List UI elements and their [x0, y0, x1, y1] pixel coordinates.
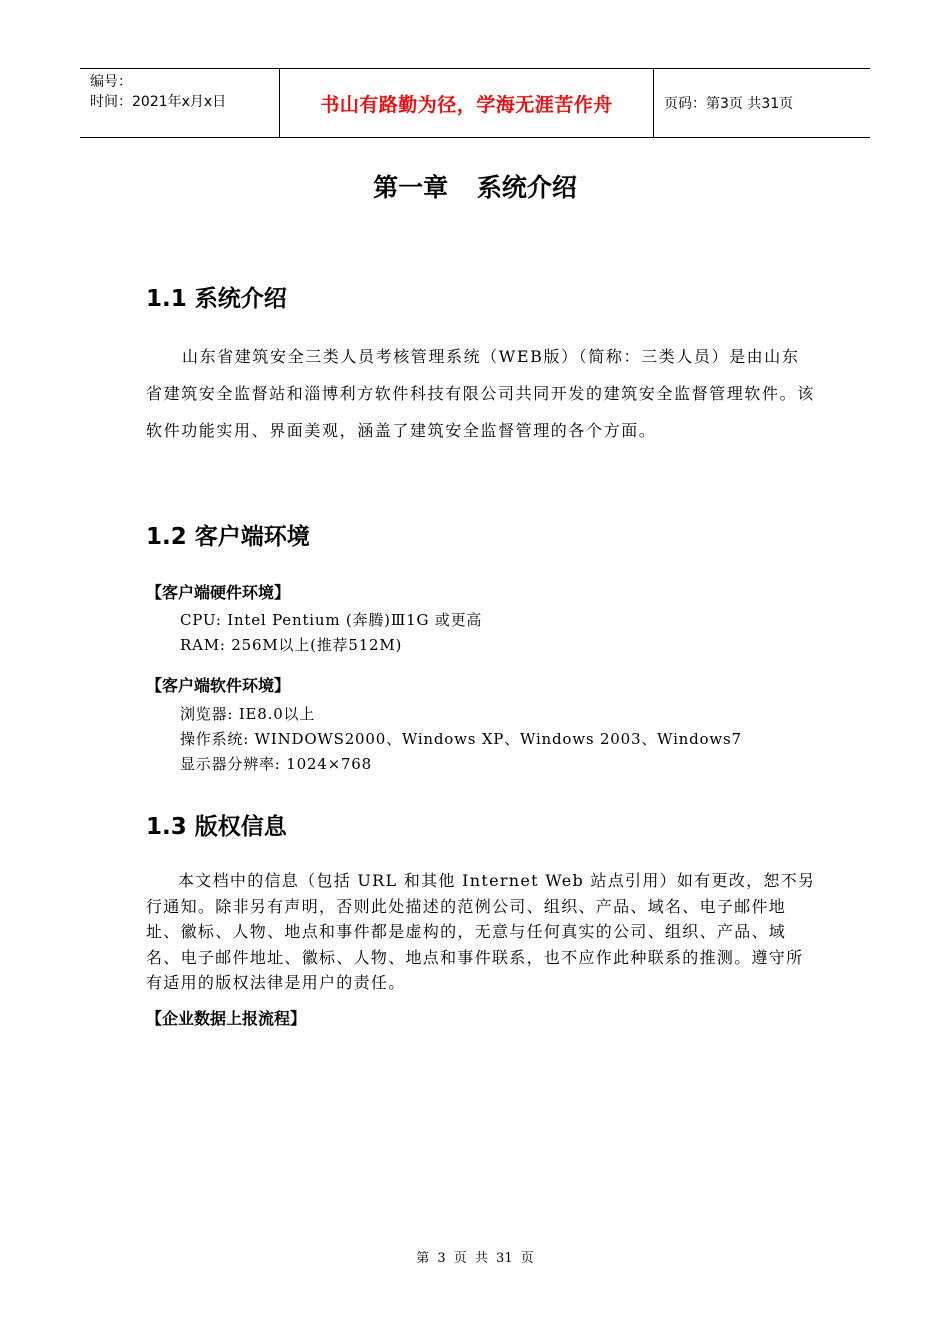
hardware-env-label: 【客户端硬件环境】: [146, 583, 291, 602]
section-1-3-paragraph: [146, 868, 816, 996]
header-time: 时间：2021年x月x日: [90, 94, 227, 110]
software-env-list: [180, 702, 742, 777]
browser-requirement: 浏览器: IE8.0以上: [180, 705, 316, 723]
page-footer: 第 3 页 共 31 页: [416, 1251, 534, 1266]
page-header: [80, 68, 870, 138]
resolution-requirement: 显示器分辨率: 1024×768: [180, 755, 372, 773]
copyright-paragraph: 本文档中的信息（包括 URL 和其他 Internet Web 站点引用）如有更改，恕不另行通知。除非另有声明，否则此处描述的范例公司、组织、产品、域名、电子邮件地址、徽标、人物、地点和事件都是虚构的，无意与任何真实的公司、组织、产品、域名、电子邮件地址、徽标、人物、地点和事件联系，也不应作此种联系的推测。遵守所有适用的版权法律是用户的责任。: [146, 871, 816, 992]
header-motto: 书山有路勤为径，学海无涯苦作舟: [280, 69, 654, 137]
os-requirement: 操作系统: WINDOWS2000、Windows XP、Windows 2003、Windows7: [180, 730, 742, 748]
chapter-title: 第一章 系统介绍: [373, 173, 577, 202]
cpu-requirement: CPU: Intel Pentium (奔腾)Ⅲ1G 或更高: [180, 611, 483, 629]
intro-paragraph: 山东省建筑安全三类人员考核管理系统（WEB版）（简称：三类人员）是由山东省建筑安全监督站和淄博利方软件科技有限公司共同开发的建筑安全监督管理软件。该软件功能实用、界面美观，涵盖了建筑安全监督管理的各个方面。: [146, 347, 815, 440]
header-number: 编号：: [90, 74, 132, 90]
section-heading-1-3: 1.3 版权信息: [146, 814, 287, 840]
ram-requirement: RAM: 256M以上(推荐512M): [180, 636, 403, 654]
flow-label: 【企业数据上报流程】: [146, 1009, 307, 1028]
header-meta: [80, 69, 280, 137]
software-env-label: 【客户端软件环境】: [146, 676, 291, 695]
section-heading-1-2: 1.2 客户端环境: [146, 524, 310, 550]
section-1-1-paragraph: [146, 338, 816, 449]
header-page-number: 页码：第3页 共31页: [664, 96, 794, 112]
hardware-env-list: [180, 608, 482, 658]
section-heading-1-1: 1.1 系统介绍: [146, 286, 287, 312]
